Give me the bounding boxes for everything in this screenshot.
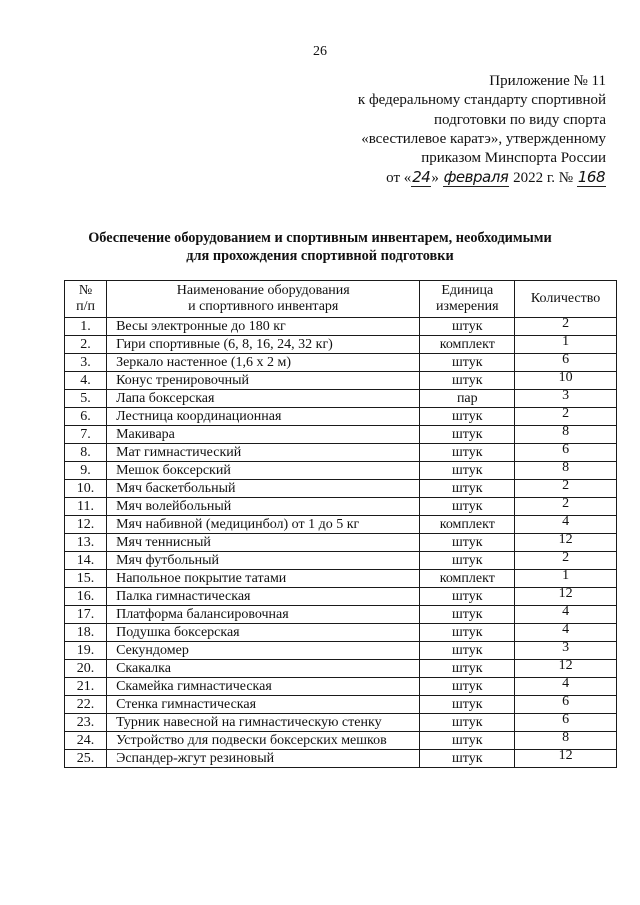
row-name: Мяч баскетбольный — [107, 480, 420, 498]
row-quantity — [515, 318, 617, 336]
table-row — [65, 606, 617, 624]
table-row — [65, 480, 617, 498]
row-unit: штук — [420, 678, 515, 696]
row-number: 7. — [65, 426, 107, 444]
quantity-value: 6 — [562, 712, 570, 727]
row-quantity — [515, 570, 617, 588]
row-name: Скамейка гимнастическая — [107, 678, 420, 696]
row-quantity — [515, 444, 617, 462]
row-quantity — [515, 552, 617, 570]
quantity-value: 12 — [558, 586, 573, 601]
row-quantity — [515, 678, 617, 696]
quantity-value: 6 — [562, 352, 570, 367]
table-row — [65, 642, 617, 660]
row-name: Подушка боксерская — [107, 624, 420, 642]
row-quantity — [515, 480, 617, 498]
row-unit: штук — [420, 696, 515, 714]
header-text: п/п — [76, 299, 95, 314]
appendix-header — [306, 72, 606, 189]
row-number: 19. — [65, 642, 107, 660]
table-body — [65, 318, 617, 768]
table-row — [65, 498, 617, 516]
quantity-value: 3 — [562, 388, 570, 403]
row-unit: пар — [420, 390, 515, 408]
row-quantity — [515, 336, 617, 354]
title-line: для прохождения спортивной подготовки — [186, 248, 454, 264]
row-name: Макивара — [107, 426, 420, 444]
equipment-table — [64, 280, 617, 768]
row-name: Секундомер — [107, 642, 420, 660]
quantity-value: 2 — [562, 316, 570, 331]
quantity-value: 1 — [562, 568, 570, 583]
quantity-value: 8 — [562, 730, 570, 745]
row-unit: штук — [420, 462, 515, 480]
table-row — [65, 516, 617, 534]
approval-date-line — [306, 168, 606, 188]
handwritten-day: 24 — [412, 168, 431, 187]
table-row — [65, 372, 617, 390]
header-name — [107, 281, 420, 318]
row-unit: штук — [420, 426, 515, 444]
row-quantity — [515, 714, 617, 732]
table-row — [65, 588, 617, 606]
row-number: 9. — [65, 462, 107, 480]
row-number: 1. — [65, 318, 107, 336]
row-number: 16. — [65, 588, 107, 606]
header-qty: Количество — [515, 281, 617, 318]
row-unit: штук — [420, 498, 515, 516]
quantity-value: 6 — [562, 442, 570, 457]
row-number: 8. — [65, 444, 107, 462]
row-number: 20. — [65, 660, 107, 678]
table-row — [65, 534, 617, 552]
row-number: 15. — [65, 570, 107, 588]
quantity-value: 8 — [562, 460, 570, 475]
row-unit: штук — [420, 714, 515, 732]
row-number: 25. — [65, 750, 107, 768]
table-row — [65, 318, 617, 336]
row-unit: штук — [420, 354, 515, 372]
row-unit: штук — [420, 318, 515, 336]
date-mid: » — [431, 170, 439, 187]
row-unit: штук — [420, 372, 515, 390]
table-row — [65, 462, 617, 480]
table-row — [65, 678, 617, 696]
table-row — [65, 714, 617, 732]
row-unit: штук — [420, 660, 515, 678]
row-unit: штук — [420, 624, 515, 642]
row-number: 10. — [65, 480, 107, 498]
header-num — [65, 281, 107, 318]
row-name: Гири спортивные (6, 8, 16, 24, 32 кг) — [107, 336, 420, 354]
quantity-value: 3 — [562, 640, 570, 655]
page-number: 26 — [313, 44, 327, 59]
handwritten-month: февраля — [443, 168, 509, 187]
row-quantity — [515, 516, 617, 534]
title-line: Обеспечение оборудованием и спортивным инвентарем, необходимыми — [88, 230, 552, 246]
row-unit: штук — [420, 732, 515, 750]
quantity-value: 4 — [562, 622, 570, 637]
row-name: Мяч волейбольный — [107, 498, 420, 516]
row-name: Лапа боксерская — [107, 390, 420, 408]
row-unit: штук — [420, 444, 515, 462]
row-unit: комплект — [420, 570, 515, 588]
row-quantity — [515, 750, 617, 768]
header-unit — [420, 281, 515, 318]
quantity-value: 2 — [562, 550, 570, 565]
row-number: 21. — [65, 678, 107, 696]
row-name: Эспандер-жгут резиновый — [107, 750, 420, 768]
row-quantity — [515, 390, 617, 408]
row-number: 17. — [65, 606, 107, 624]
row-number: 3. — [65, 354, 107, 372]
row-quantity — [515, 624, 617, 642]
quantity-value: 8 — [562, 424, 570, 439]
document-title — [40, 229, 600, 265]
row-unit: штук — [420, 642, 515, 660]
quantity-value: 2 — [562, 478, 570, 493]
table-row — [65, 552, 617, 570]
table-row — [65, 660, 617, 678]
header-text: Наименование оборудования — [176, 283, 350, 298]
quantity-value: 4 — [562, 514, 570, 529]
row-quantity — [515, 354, 617, 372]
row-name: Напольное покрытие татами — [107, 570, 420, 588]
row-quantity — [515, 498, 617, 516]
handwritten-order-number: 168 — [577, 168, 605, 187]
row-name: Устройство для подвески боксерских мешков — [107, 732, 420, 750]
header-text: № — [78, 283, 93, 298]
quantity-value: 12 — [558, 748, 573, 763]
table-row — [65, 444, 617, 462]
quantity-value: 6 — [562, 694, 570, 709]
date-prefix: от « — [386, 170, 412, 187]
table-row — [65, 570, 617, 588]
quantity-value: 2 — [562, 406, 570, 421]
row-name: Платформа балансировочная — [107, 606, 420, 624]
row-number: 22. — [65, 696, 107, 714]
row-number: 6. — [65, 408, 107, 426]
table-row — [65, 750, 617, 768]
table-row — [65, 354, 617, 372]
row-name: Палка гимнастическая — [107, 588, 420, 606]
row-unit: штук — [420, 606, 515, 624]
row-unit: комплект — [420, 516, 515, 534]
header-text: измерения — [436, 299, 499, 314]
row-quantity — [515, 660, 617, 678]
row-unit: штук — [420, 534, 515, 552]
table-row — [65, 696, 617, 714]
row-name: Весы электронные до 180 кг — [107, 318, 420, 336]
quantity-value: 12 — [558, 532, 573, 547]
appendix-line: приказом Минспорта России — [421, 150, 606, 167]
row-unit: штук — [420, 408, 515, 426]
date-year: 2022 г. № — [513, 170, 574, 187]
appendix-line: Приложение № 11 — [489, 73, 606, 89]
row-quantity — [515, 696, 617, 714]
row-number: 12. — [65, 516, 107, 534]
row-name: Мешок боксерский — [107, 462, 420, 480]
row-name: Конус тренировочный — [107, 372, 420, 390]
quantity-value: 4 — [562, 604, 570, 619]
row-name: Мяч футбольный — [107, 552, 420, 570]
row-number: 13. — [65, 534, 107, 552]
table-row — [65, 336, 617, 354]
quantity-value: 12 — [558, 658, 573, 673]
header-text: Единица — [441, 283, 494, 298]
header-text: и спортивного инвентаря — [188, 299, 339, 314]
row-quantity — [515, 408, 617, 426]
row-name: Стенка гимнастическая — [107, 696, 420, 714]
row-number: 23. — [65, 714, 107, 732]
row-name: Турник навесной на гимнастическую стенку — [107, 714, 420, 732]
table-header-row — [65, 281, 617, 318]
row-quantity — [515, 588, 617, 606]
row-number: 5. — [65, 390, 107, 408]
row-quantity — [515, 462, 617, 480]
row-quantity — [515, 642, 617, 660]
appendix-line: к федеральному стандарту спортивной — [357, 92, 606, 109]
row-name: Мат гимнастический — [107, 444, 420, 462]
table-row — [65, 426, 617, 444]
row-name: Скакалка — [107, 660, 420, 678]
quantity-value: 1 — [562, 334, 570, 349]
row-quantity — [515, 534, 617, 552]
row-number: 11. — [65, 498, 107, 516]
row-number: 2. — [65, 336, 107, 354]
quantity-value: 4 — [562, 676, 570, 691]
quantity-value: 10 — [558, 370, 573, 385]
row-number: 14. — [65, 552, 107, 570]
row-quantity — [515, 372, 617, 390]
row-number: 24. — [65, 732, 107, 750]
row-name: Зеркало настенное (1,6 х 2 м) — [107, 354, 420, 372]
row-quantity — [515, 732, 617, 750]
row-unit: комплект — [420, 336, 515, 354]
row-unit: штук — [420, 552, 515, 570]
row-name: Мяч набивной (медицинбол) от 1 до 5 кг — [107, 516, 420, 534]
row-name: Мяч теннисный — [107, 534, 420, 552]
table-row — [65, 390, 617, 408]
row-unit: штук — [420, 588, 515, 606]
row-name: Лестница координационная — [107, 408, 420, 426]
table-row — [65, 408, 617, 426]
row-quantity — [515, 606, 617, 624]
row-unit: штук — [420, 750, 515, 768]
quantity-value: 2 — [562, 496, 570, 511]
row-unit: штук — [420, 480, 515, 498]
table-row — [65, 624, 617, 642]
row-number: 4. — [65, 372, 107, 390]
table-row — [65, 732, 617, 750]
row-number: 18. — [65, 624, 107, 642]
appendix-line: «всестилевое каратэ», утвержденному — [361, 130, 606, 147]
appendix-line: подготовки по виду спорта — [434, 111, 606, 128]
row-quantity — [515, 426, 617, 444]
